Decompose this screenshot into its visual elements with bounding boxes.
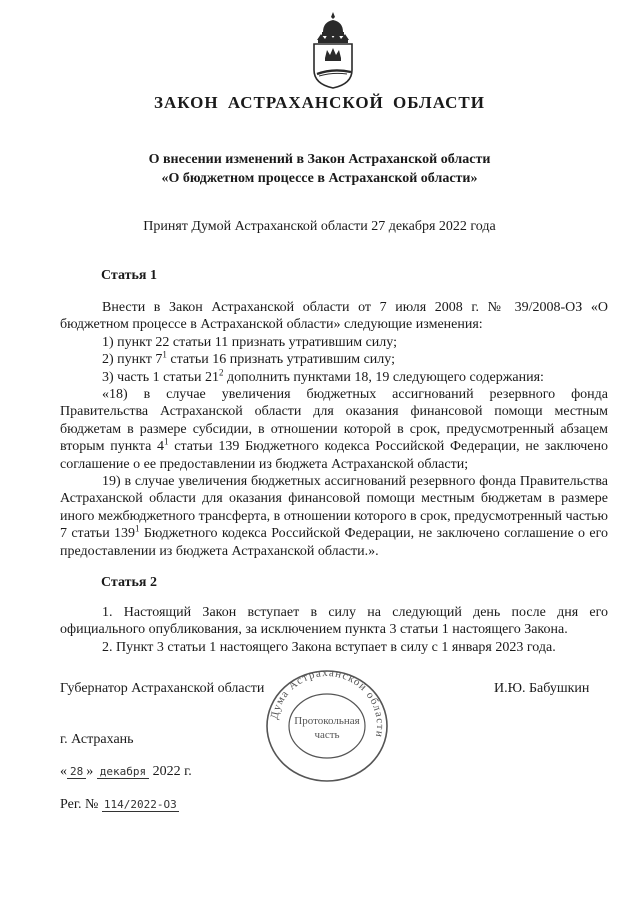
signatory-position: Губернатор Астраханской области [60, 681, 265, 696]
article-1-intro: Внести в Закон Астраханской области от 7 июля 2008 г. № 39/2008-ОЗ «О бюджетном процессе в Астраханской области» следующие изменения: [60, 300, 608, 333]
article-1-heading: Статья 1 [101, 268, 157, 283]
date-close-quote: » [86, 764, 94, 779]
stamp-ring-text: Дума Астраханской области [268, 668, 387, 739]
article-2-para-2: 2. Пункт 3 статьи 1 настоящего Закона вступает в силу с 1 января 2023 года. [102, 639, 556, 655]
registration-value: 114/2022-ОЗ [103, 798, 177, 811]
subtitle-line-2: «О бюджетном процессе в Астраханской области» [161, 171, 478, 186]
stamp-inner-line-2: часть [314, 729, 340, 741]
article-1-body [60, 299, 608, 560]
adoption-line: Принят Думой Астраханской области 27 декабря 2022 года [143, 219, 496, 234]
article-1-item-1: 1) пункт 22 статьи 11 признать утратившим силу; [102, 334, 397, 350]
registration-number [60, 797, 179, 813]
stamp-inner-line-1: Протокольная [294, 715, 360, 727]
date-day: 28 [67, 765, 86, 779]
city: г. Астрахань [60, 732, 134, 747]
date-year: 2022 г. [152, 764, 192, 779]
signatory-name: И.Ю. Бабушкин [494, 681, 590, 696]
signing-date [60, 764, 192, 780]
article-1-point-19: 19) в случае увеличения бюджетных ассигнований резервного фонда Правительства Астраханской области для оказания финансовой помощи местным бюджетам в размере иного межбюджетного трансферта, в отношении которого в срок, предусмотренный частью 7 статьи $139^1$ Бюджетного кодекса Российской Федерации, не заключено соглашение о его предоставлении из бюджета Астраханской области.». [60, 474, 608, 559]
article-2-body [60, 604, 608, 656]
date-open-quote: « [60, 764, 67, 779]
article-1-item-3: 3) часть 1 статьи $21^2$ дополнить пунктами 18, 19 следующего содержания: [102, 366, 544, 385]
astrakhan-coat-of-arms-icon [301, 10, 365, 90]
law-subtitle [0, 150, 639, 188]
article-1-item-2: 2) пункт $7^1$ статьи 16 признать утратившим силу; [102, 349, 395, 368]
law-title: ЗАКОН АСТРАХАНСКОЙ ОБЛАСТИ [153, 93, 485, 112]
registration-label: Рег. № [60, 797, 99, 812]
date-month: декабря [97, 765, 149, 779]
article-2-para-1: 1. Настоящий Закон вступает в силу на следующий день после дня его официального опубликования, за исключением пункта 3 статьи 1 настоящего Закона. [60, 605, 608, 638]
article-2-heading: Статья 2 [101, 575, 157, 590]
article-1-point-18: «18) в случае увеличения бюджетных ассигнований резервного фонда Правительства Астраханской области для оказания финансовой помощи местным бюджетам в размере субсидии, в отношении которой в срок, предусмотренный абзацем вторым пункта $4^1$ статьи 139 Бюджетного кодекса Российской Федерации, не заключено соглашение о ее предоставлении из бюджета Астраханской области; [60, 387, 608, 472]
subtitle-line-1: О внесении изменений в Закон Астраханской области [148, 152, 491, 167]
duma-stamp [262, 668, 392, 788]
